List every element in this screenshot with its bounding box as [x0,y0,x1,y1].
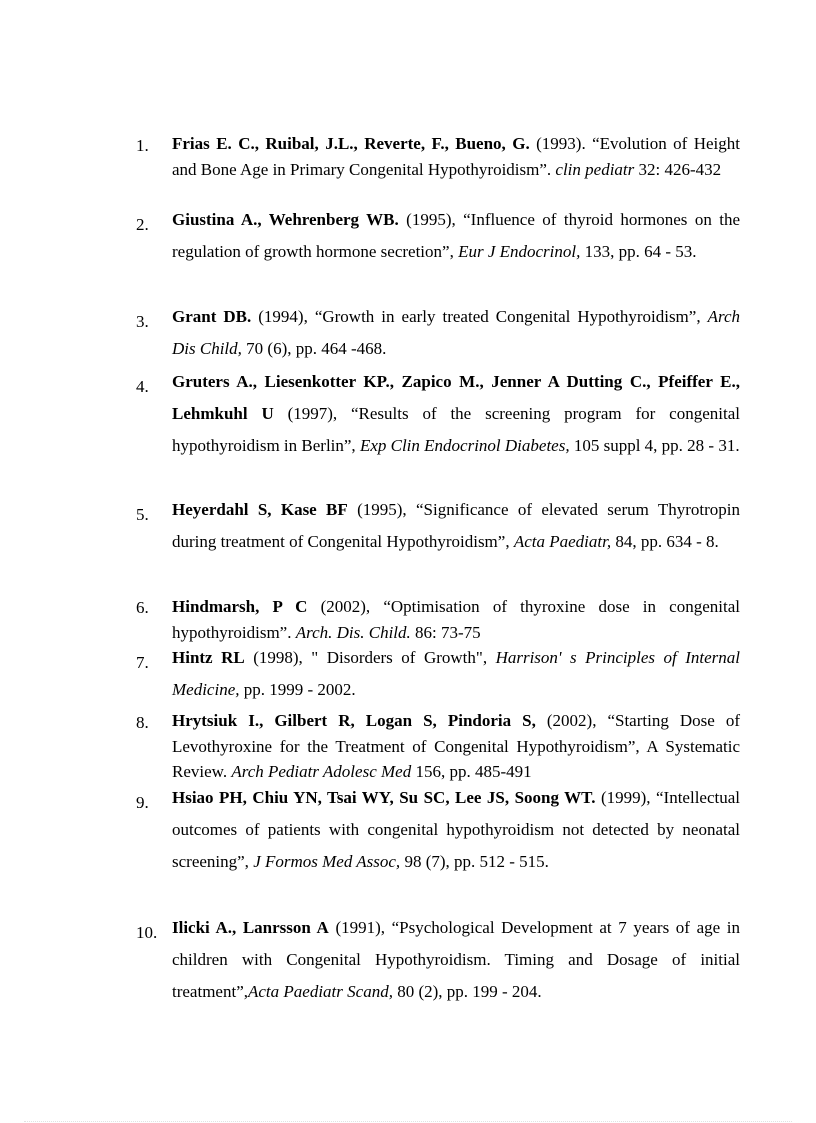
reference-details: 98 (7), pp. 512 - 515. [400,852,549,871]
reference-source: Arch. Dis. Child. [295,622,411,642]
reference-title: (1994), “Growth in early treated Congenital Hypothyroidism”, [251,307,708,326]
reference-authors: Giustina A., Wehrenberg WB. [172,210,399,229]
page-bottom-divider [24,1121,792,1122]
reference-authors: Gruters A., Liesenkotter KP., Zapico M., Jenner A Dutting C., Pfeiffer E., Lehmkuhl U [172,372,740,423]
reference-details: 86: 73-75 [410,622,481,642]
reference-title: (1995), “Influence of thyroid hormones on the regulation of growth hormone secretion”, [172,210,740,261]
reference-authors: Hindmarsh, P C [172,597,308,616]
reference-details: 156, pp. 485-491 [411,762,532,781]
reference-number: 10. [136,923,158,942]
reference-title: (1999), “Intellectual outcomes of patients with congenital hypothyroidism not detected by neonatal screening”, [172,788,740,871]
reference-details: 84, pp. 634 - 8. [611,532,719,551]
reference-text [172,594,740,645]
reference-title: (1993). “Evolution of Height and Bone Age in Primary Congenital Hypothyroidism”. [172,134,740,179]
reference-details: 105 suppl 4, pp. 28 - 31. [569,436,740,455]
reference-title: (1998), " Disorders of Growth", [244,648,496,667]
reference-authors: Hintz RL [172,648,245,667]
reference-authors: Heyerdahl S, Kase BF [172,500,348,519]
reference-source: Acta Paediatr Scand, [248,982,393,1001]
reference-title: (1991), “Psychological Development at 7 years of age in children with Congenital Hypothyroidism. Timing and Dosage of initial treatment”, [172,918,740,1001]
reference-text [172,366,740,462]
reference-source: Harrison' s Principles of Internal Medicine, [172,648,740,699]
reference-details: 32: 426-432 [634,159,722,179]
reference-details: 133, pp. 64 - 53. [580,242,697,261]
reference-text [172,912,740,1008]
reference-text [172,204,740,268]
reference-source: J Formos Med Assoc, [253,852,401,871]
reference-source: Exp Clin Endocrinol Diabetes, [359,436,570,455]
reference-title: (2002), “Starting Dose of Levothyroxine for the Treatment of Congenital Hypothyroidism”, A Systematic Review. [172,711,740,781]
reference-source: Arch Dis Child, [172,307,740,358]
reference-text [172,782,740,878]
reference-text [172,494,740,558]
reference-number: 6. [136,598,149,617]
reference-source: Eur J Endocrinol, [458,242,581,261]
reference-source: Arch Pediatr Adolesc Med [231,762,412,781]
reference-text [172,642,740,706]
reference-authors: Hrytsiuk I., Gilbert R, Logan S, Pindoria S, [172,711,536,730]
reference-details: 80 (2), pp. 199 - 204. [392,982,542,1001]
reference-details: 70 (6), pp. 464 -468. [241,339,387,358]
reference-authors: Frias E. C., Ruibal, J.L., Reverte, F., Bueno, G. [172,134,530,153]
reference-number: 5. [136,505,149,524]
reference-authors: Ilicki A., Lanrsson A [172,918,329,937]
reference-number: 9. [136,793,149,812]
reference-source: clin pediatr [555,159,635,179]
reference-text [172,708,740,785]
reference-number: 8. [136,713,149,732]
reference-number: 3. [136,312,149,331]
reference-number: 1. [136,136,149,155]
reference-title: (1997), “Results of the screening program for congenital hypothyroidism in Berlin”, [172,404,740,455]
reference-number: 2. [136,215,149,234]
reference-source: Acta Paediatr, [513,532,612,551]
reference-authors: Grant DB. [172,307,252,326]
reference-text [172,131,740,182]
reference-details: pp. 1999 - 2002. [239,680,356,699]
reference-title: (2002), “Optimisation of thyroxine dose in congenital hypothyroidism”. [172,597,740,642]
reference-text [172,301,740,365]
reference-title: (1995), “Significance of elevated serum Thyrotropin during treatment of Congenital Hypothyroidism”, [172,500,740,551]
reference-number: 7. [136,653,149,672]
reference-number: 4. [136,377,149,396]
reference-authors: Hsiao PH, Chiu YN, Tsai WY, Su SC, Lee JS, Soong WT. [172,788,596,807]
